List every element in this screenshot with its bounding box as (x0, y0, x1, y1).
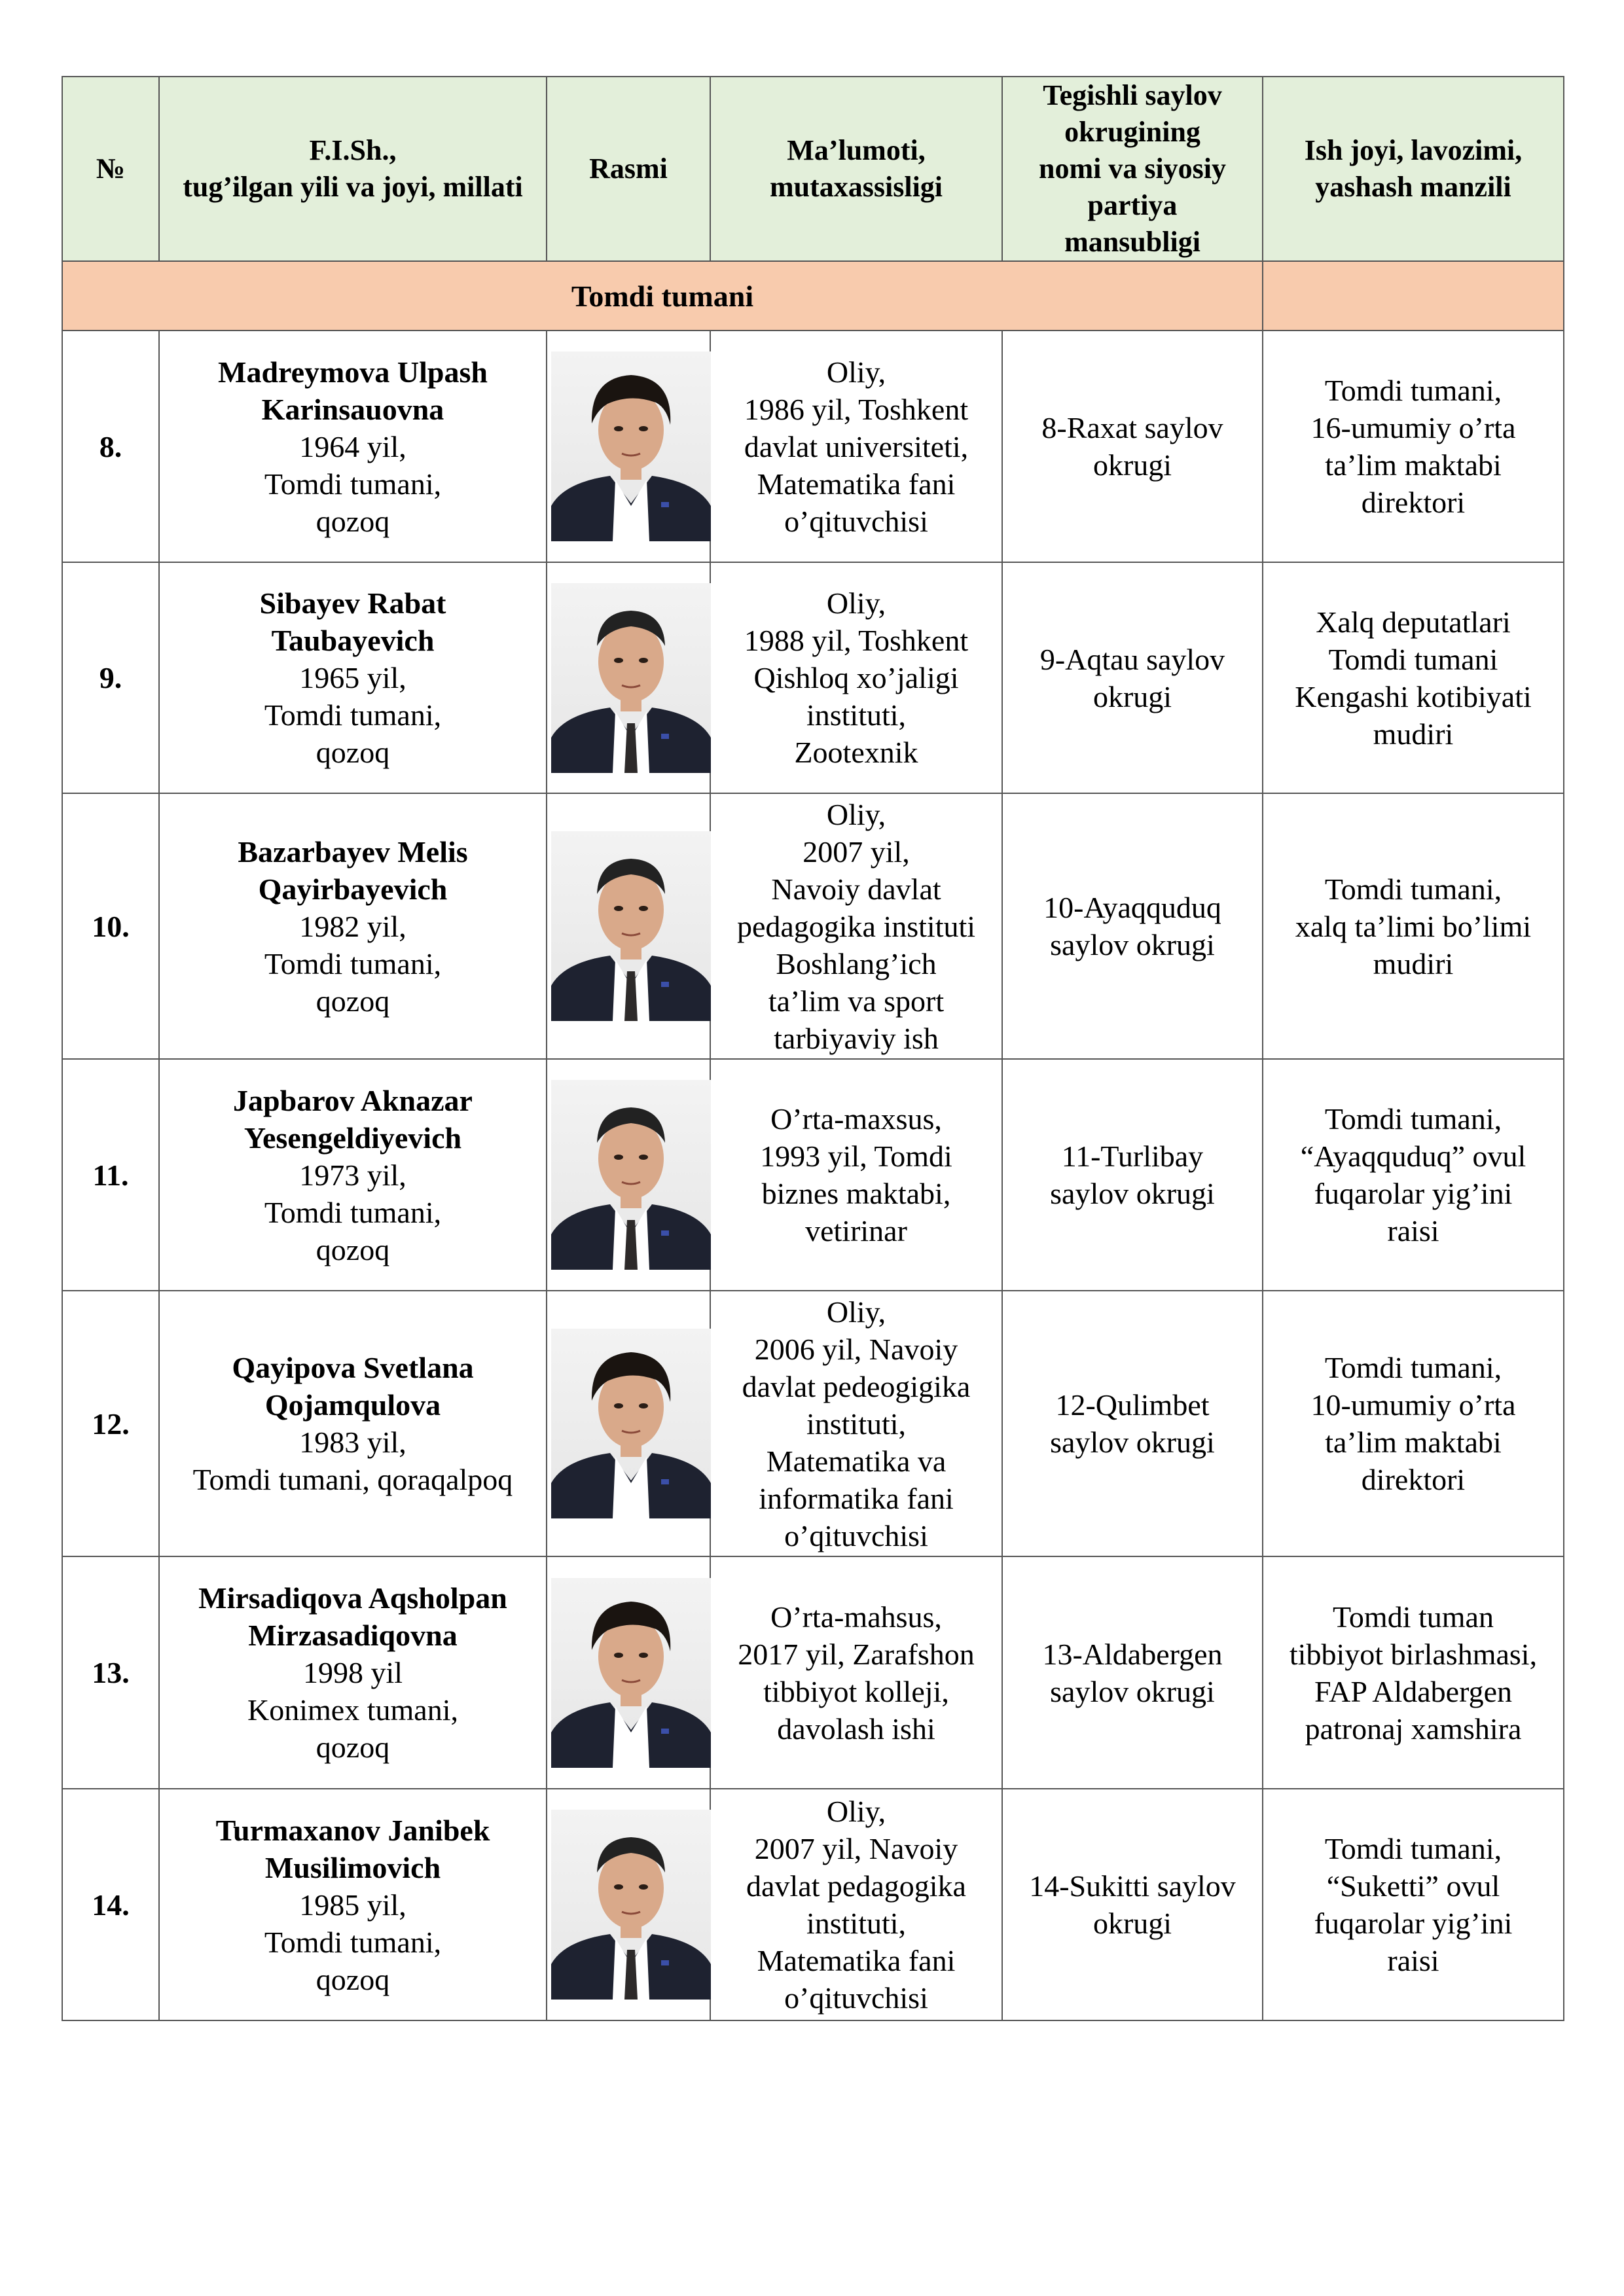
work-cell-line: “Ayaqquduq” ovul (1300, 1139, 1526, 1173)
work-cell-line: mudiri (1373, 946, 1454, 980)
table-row (62, 331, 1564, 562)
education-cell-line: biznes maktabi, (761, 1177, 951, 1210)
header-district-line-5: mansubligi (1064, 226, 1200, 258)
education-cell-line: 1986 yil, Toshkent (744, 392, 969, 426)
education-cell (710, 1556, 1002, 1789)
work-cell-line: ta’lim maktabi (1325, 1426, 1502, 1459)
table-row (62, 1789, 1564, 2020)
education-cell-line: Zootexnik (794, 736, 918, 769)
work-cell-line: Tomdi tumani, (1324, 1102, 1502, 1136)
education-cell-line: informatika fani (759, 1481, 954, 1515)
header-photo: Rasmi (547, 77, 710, 261)
work-cell-line: Tomdi tumani, (1324, 374, 1502, 407)
candidate-info-line: 1973 yil, (299, 1158, 406, 1192)
candidate-info-line: Tomdi tumani, (264, 946, 442, 980)
row-number: 11. (62, 1059, 159, 1291)
header-name-line-2: tug’ilgan yili va joyi, millati (183, 171, 523, 203)
row-number: 9. (62, 562, 159, 793)
work-cell (1263, 562, 1564, 793)
education-cell-line: davlat universiteti, (744, 429, 969, 463)
candidate-info-line: qozoq (316, 984, 390, 1018)
district-cell-line: 12-Qulimbet (1055, 1388, 1210, 1422)
work-cell-line: tibbiyot birlashmasi, (1289, 1637, 1538, 1671)
candidate-info-line: qozoq (316, 1731, 390, 1764)
education-cell-line: Matematika fani (757, 467, 956, 501)
candidate-cell (159, 1556, 547, 1789)
table-row (62, 793, 1564, 1059)
education-cell-line: tibbiyot kolleji, (763, 1674, 949, 1708)
work-cell-line: FAP Aldabergen (1314, 1674, 1512, 1708)
header-district (1002, 77, 1263, 261)
candidate-info-line: 1983 yil, (299, 1426, 406, 1459)
candidate-photo (547, 1291, 710, 1556)
district-cell-line: 8-Raxat saylov (1041, 411, 1223, 444)
work-cell (1263, 793, 1564, 1059)
education-cell-line: Oliy, (826, 1295, 886, 1329)
header-name-line-1: F.I.Sh., (309, 134, 397, 166)
work-cell-line: mudiri (1373, 717, 1454, 751)
candidate-cell (159, 562, 547, 793)
section-row (62, 261, 1564, 331)
education-cell-line: o’qituvchisi (784, 1981, 928, 2015)
candidate-info-line: qozoq (316, 1962, 390, 1996)
education-cell (710, 793, 1002, 1059)
candidate-cell (159, 1059, 547, 1291)
education-cell-line: O’rta-mahsus, (770, 1600, 942, 1634)
work-cell-line: Kengashi kotibiyati (1295, 679, 1532, 713)
work-cell (1263, 1556, 1564, 1789)
work-cell-line: Tomdi tumani (1328, 642, 1498, 676)
candidate-name-line: Taubayevich (271, 624, 435, 657)
table-row (62, 1059, 1564, 1291)
header-district-line-1: Tegishli saylov (1043, 79, 1222, 111)
candidate-name-line: Madreymova Ulpash (218, 355, 488, 389)
education-cell-line: o’qituvchisi (784, 504, 928, 538)
candidate-info-line: qozoq (316, 1232, 390, 1266)
education-cell-line: Matematika va (766, 1444, 947, 1478)
header-name (159, 77, 547, 261)
district-cell-line: saylov okrugi (1050, 1426, 1215, 1459)
work-cell-line: Tomdi tuman (1333, 1600, 1494, 1634)
education-cell-line: o’qituvchisi (784, 1518, 928, 1552)
district-cell-line: okrugi (1092, 448, 1172, 482)
candidate-name-line: Sibayev Rabat (259, 586, 446, 620)
header-district-line-2: okrugining (1064, 116, 1200, 148)
candidate-info-line: Tomdi tumani, qoraqalpoq (192, 1463, 513, 1496)
table-row (62, 562, 1564, 793)
education-cell (710, 1789, 1002, 2020)
work-cell-line: raisi (1387, 1944, 1439, 1977)
education-cell-line: instituti, (806, 1907, 907, 1940)
education-cell (710, 1291, 1002, 1556)
candidate-name-line: Mirzasadiqovna (248, 1619, 458, 1652)
candidate-info-line: Konimex tumani, (247, 1693, 458, 1727)
row-number: 14. (62, 1789, 159, 2020)
candidate-name-line: Qojamqulova (264, 1388, 441, 1422)
candidate-cell (159, 331, 547, 562)
education-cell-line: 2006 yil, Navoiy (754, 1332, 958, 1366)
education-cell-line: davolash ishi (777, 1712, 935, 1746)
education-cell-line: 1993 yil, Tomdi (760, 1139, 952, 1173)
education-cell-line: davlat pedeogigika (742, 1369, 971, 1403)
candidate-info-line: Tomdi tumani, (264, 1195, 442, 1229)
work-cell-line: Xalq deputatlari (1316, 605, 1511, 639)
work-cell-line: xalq ta’limi bo’limi (1295, 909, 1532, 943)
work-cell-line: patronaj xamshira (1305, 1712, 1522, 1746)
candidate-info-line: qozoq (316, 736, 390, 769)
section-title: Tomdi tumani (62, 261, 1263, 331)
work-cell-line: 16-umumiy o’rta (1310, 411, 1516, 444)
candidate-info-line: 1964 yil, (299, 429, 406, 463)
education-cell-line: 2007 yil, (803, 834, 910, 869)
education-cell-line: instituti, (806, 1407, 907, 1441)
candidate-name-line: Bazarbayev Melis (238, 834, 468, 869)
district-cell (1002, 1291, 1263, 1556)
header-education-line-1: Ma’lumoti, (787, 134, 926, 166)
table-row (62, 1291, 1564, 1556)
district-cell (1002, 1556, 1263, 1789)
candidate-photo (547, 1789, 710, 2020)
district-cell-line: 9-Aqtau saylov (1039, 642, 1225, 676)
education-cell-line: davlat pedagogika (746, 1869, 966, 1903)
district-cell-line: okrugi (1092, 1907, 1172, 1940)
candidate-name-line: Karinsauovna (261, 392, 444, 426)
education-cell-line: Oliy, (826, 797, 886, 831)
candidate-info-line: 1998 yil (302, 1656, 403, 1689)
candidate-name-line: Turmaxanov Janibek (215, 1813, 490, 1847)
district-cell-line: saylov okrugi (1050, 1177, 1215, 1210)
candidate-info-line: Tomdi tumani, (264, 467, 442, 501)
table-body (62, 331, 1564, 2020)
district-cell (1002, 793, 1263, 1059)
education-cell (710, 331, 1002, 562)
district-cell (1002, 1789, 1263, 2020)
education-cell (710, 562, 1002, 793)
candidate-name-line: Mirsadiqova Aqsholpan (198, 1581, 507, 1615)
header-work (1263, 77, 1564, 261)
row-number: 13. (62, 1556, 159, 1789)
candidate-cell (159, 1789, 547, 2020)
header-work-line-2: yashash manzili (1315, 171, 1511, 203)
row-number: 8. (62, 331, 159, 562)
candidate-cell (159, 793, 547, 1059)
candidate-name-line: Qayipova Svetlana (232, 1351, 474, 1384)
candidate-cell (159, 1291, 547, 1556)
candidate-photo (547, 562, 710, 793)
education-cell-line: Navoiy davlat (771, 872, 941, 906)
education-cell-line: 2007 yil, Navoiy (754, 1832, 958, 1865)
work-cell-line: Tomdi tumani, (1324, 1832, 1502, 1865)
header-district-line-3: nomi va siyosiy (1038, 152, 1227, 185)
work-cell (1263, 331, 1564, 562)
education-cell-line: ta’lim va sport (768, 984, 945, 1018)
education-cell-line: pedagogika instituti (736, 909, 976, 943)
candidate-name-line: Qayirbayevich (258, 872, 448, 906)
district-cell-line: 11-Turlibay (1061, 1139, 1204, 1173)
education-cell (710, 1059, 1002, 1291)
education-cell-line: Oliy, (826, 1795, 886, 1828)
work-cell-line: “Suketti” ovul (1326, 1869, 1500, 1903)
education-cell-line: Oliy, (826, 355, 886, 389)
work-cell-line: 10-umumiy o’rta (1310, 1388, 1516, 1422)
candidate-name-line: Japbarov Aknazar (233, 1083, 473, 1117)
work-cell-line: Tomdi tumani, (1324, 872, 1502, 906)
work-cell-line: fuqarolar yig’ini (1314, 1907, 1513, 1940)
work-cell (1263, 1789, 1564, 2020)
education-cell-line: vetirinar (805, 1214, 907, 1247)
candidates-table (62, 76, 1564, 2021)
candidate-info-line: 1965 yil, (299, 661, 406, 694)
candidate-info-line: 1985 yil, (299, 1888, 406, 1922)
header-work-line-1: Ish joyi, lavozimi, (1304, 134, 1523, 166)
work-cell-line: direktori (1361, 1463, 1466, 1496)
candidate-info-line: 1982 yil, (299, 909, 406, 943)
work-cell-line: Tomdi tumani, (1324, 1351, 1502, 1384)
table-header-row (62, 77, 1564, 261)
header-education (710, 77, 1002, 261)
district-cell-line: saylov okrugi (1050, 1674, 1215, 1708)
education-cell-line: 2017 yil, Zarafshon (738, 1637, 975, 1671)
education-cell-line: 1988 yil, Toshkent (744, 624, 969, 657)
candidate-photo (547, 793, 710, 1059)
row-number: 10. (62, 793, 159, 1059)
district-cell-line: okrugi (1092, 679, 1172, 713)
candidate-info-line: Tomdi tumani, (264, 1925, 442, 1959)
district-cell-line: 14-Sukitti saylov (1029, 1869, 1236, 1903)
work-cell-line: direktori (1361, 486, 1466, 519)
work-cell-line: ta’lim maktabi (1325, 448, 1502, 482)
header-number: № (62, 77, 159, 261)
candidate-info-line: Tomdi tumani, (264, 698, 442, 732)
header-education-line-2: mutaxassisligi (769, 171, 943, 203)
work-cell-line: raisi (1387, 1214, 1439, 1247)
education-cell-line: Boshlang’ich (776, 946, 937, 980)
district-cell-line: saylov okrugi (1050, 928, 1215, 961)
education-cell-line: Oliy, (826, 586, 886, 620)
education-cell-line: O’rta-maxsus, (770, 1102, 942, 1136)
candidate-info-line: qozoq (316, 504, 390, 538)
education-cell-line: instituti, (806, 698, 907, 732)
candidate-photo (547, 1556, 710, 1789)
candidate-photo (547, 1059, 710, 1291)
district-cell (1002, 562, 1263, 793)
row-number: 12. (62, 1291, 159, 1556)
header-district-line-4: partiya (1087, 189, 1178, 221)
district-cell (1002, 331, 1263, 562)
table-row (62, 1556, 1564, 1789)
district-cell (1002, 1059, 1263, 1291)
candidate-photo (547, 331, 710, 562)
work-cell (1263, 1059, 1564, 1291)
district-cell-line: 13-Aldabergen (1042, 1637, 1223, 1671)
education-cell-line: tarbiyaviy ish (774, 1021, 939, 1055)
education-cell-line: Qishloq xo’jaligi (753, 661, 959, 694)
work-cell (1263, 1291, 1564, 1556)
candidate-name-line: Yesengeldiyevich (244, 1121, 462, 1155)
work-cell-line: fuqarolar yig’ini (1314, 1177, 1513, 1210)
candidate-name-line: Musilimovich (264, 1850, 441, 1884)
section-empty-cell (1263, 261, 1564, 331)
education-cell-line: Matematika fani (757, 1944, 956, 1977)
district-cell-line: 10-Ayaqquduq (1043, 891, 1221, 924)
